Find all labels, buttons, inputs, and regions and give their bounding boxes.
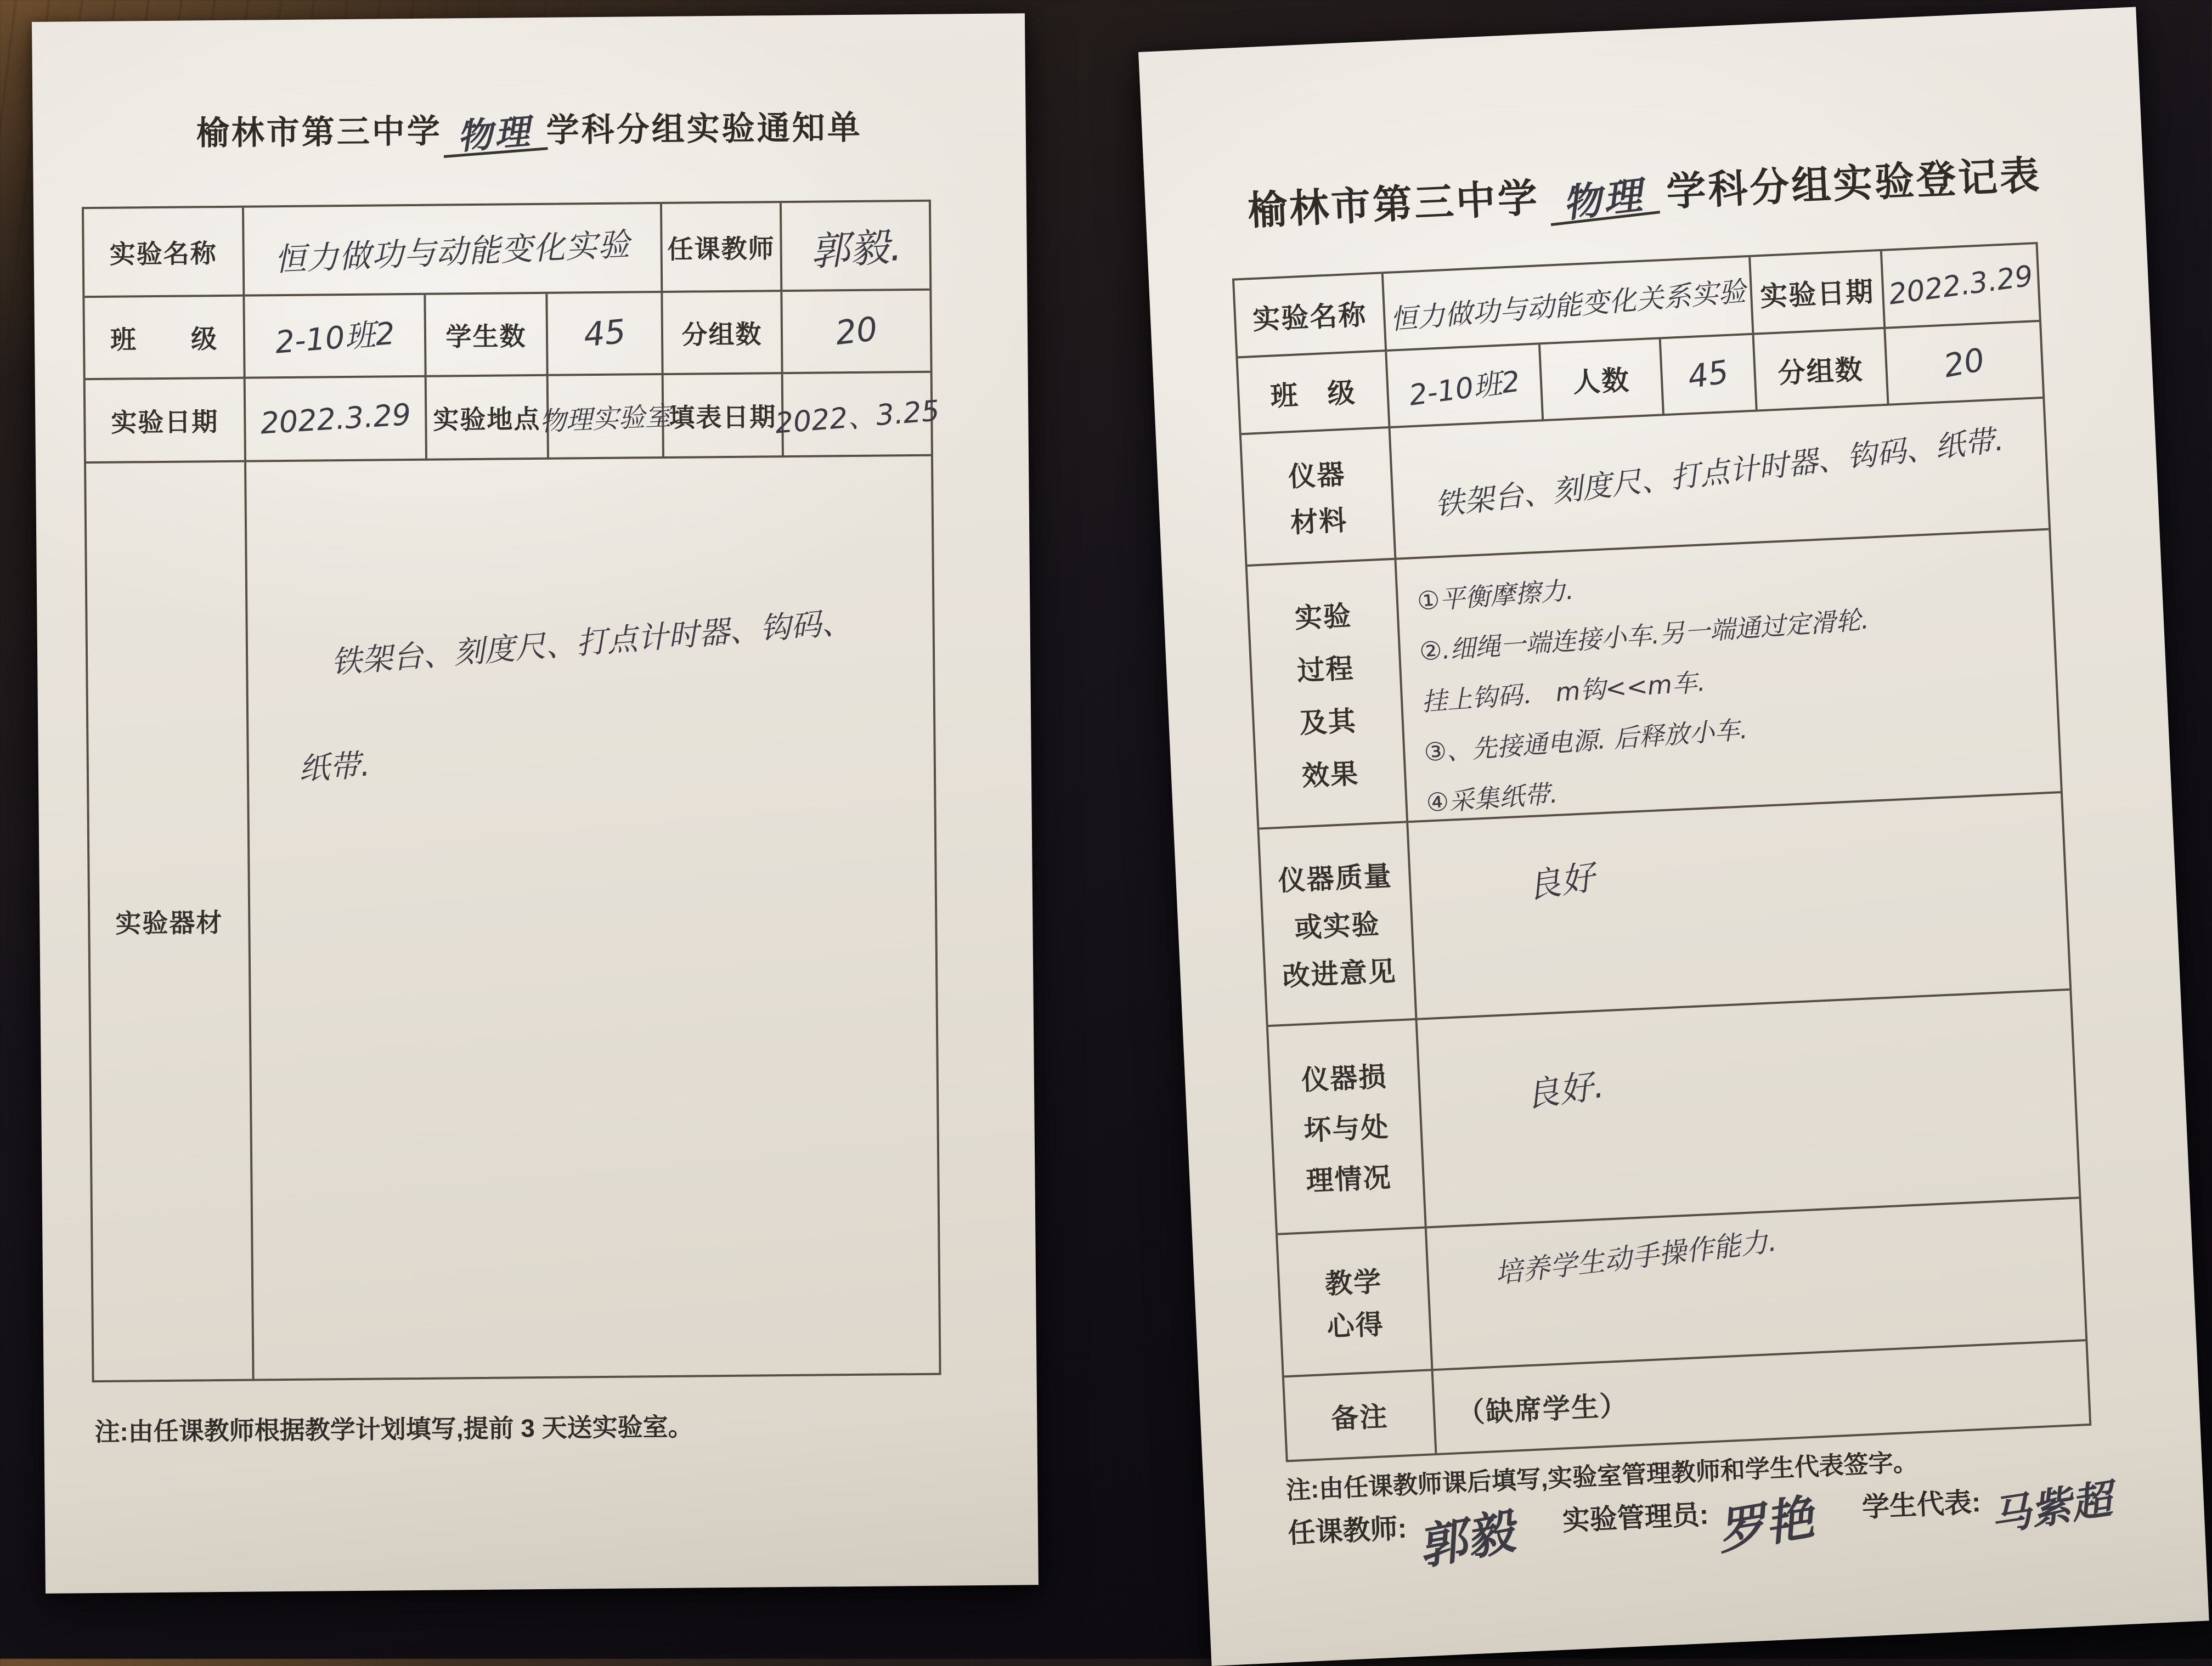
student-sign-label: 学生代表: bbox=[1861, 1487, 1982, 1523]
equipment-label-cell: 实验器材 bbox=[86, 462, 255, 1380]
r-process-step: ②.细绳一端连接小车.另一端通过定滑轮. bbox=[1418, 605, 1870, 667]
r-exp-date-handwriting: 2022.3.29 bbox=[1886, 259, 2035, 312]
r-damage-label-line: 仪器损 bbox=[1301, 1061, 1388, 1096]
equipment-handwriting-line2: 纸带. bbox=[297, 747, 371, 788]
r-damage-value-cell bbox=[1418, 991, 2079, 1229]
r-exp-name-label-cell: 实验名称 bbox=[1234, 274, 1387, 358]
r-class-value-cell bbox=[1387, 345, 1544, 428]
notification-form-table bbox=[82, 200, 941, 1382]
r-insight-label-cell bbox=[1278, 1228, 1434, 1377]
r-process-step: 挂上钩码． m钩<<m车. bbox=[1420, 667, 1707, 717]
r-exp-date-label-cell: 实验日期 bbox=[1751, 251, 1886, 335]
r-damage-label-cell bbox=[1268, 1020, 1427, 1235]
manager-sign-label: 实验管理员: bbox=[1561, 1499, 1709, 1537]
r-materials-label-cell bbox=[1242, 428, 1397, 567]
right-form-title bbox=[1144, 138, 2145, 240]
r-count-value-cell bbox=[1661, 335, 1758, 416]
r-exp-name-handwriting: 恒力做功与动能变化关系实验 bbox=[1389, 275, 1747, 336]
fill-date-label-cell: 填表日期 bbox=[664, 374, 784, 459]
location-value-cell bbox=[539, 375, 672, 460]
notification-form-sheet bbox=[32, 13, 1039, 1594]
registration-form-sheet bbox=[1138, 7, 2209, 1666]
r-quality-label-line: 仪器质量 bbox=[1277, 860, 1393, 896]
location-handwriting: 物理实验室 bbox=[539, 400, 672, 437]
location-label-cell: 实验地点 bbox=[427, 376, 549, 461]
registration-form-table bbox=[1232, 242, 2091, 1462]
groups-value-cell bbox=[782, 291, 930, 374]
r-process-label-line: 效果 bbox=[1301, 758, 1360, 792]
r-damage-label-line: 坏与处 bbox=[1303, 1111, 1390, 1147]
left-title-prefix: 榆林市第三中学 bbox=[196, 112, 443, 152]
exp-date-label-cell: 实验日期 bbox=[86, 379, 246, 464]
r-insight-label-line: 心得 bbox=[1326, 1309, 1385, 1343]
equipment-value-cell bbox=[246, 456, 939, 1379]
r-remark-label-cell: 备注 bbox=[1284, 1371, 1437, 1460]
class-label-cell: 班 级 bbox=[84, 297, 245, 381]
r-materials-label-line: 仪器 bbox=[1288, 459, 1346, 493]
r-groups-handwriting: 20 bbox=[1940, 341, 1988, 385]
right-title-suffix: 学科分组实验登记表 bbox=[1665, 153, 2042, 214]
r-damage-label-line: 理情况 bbox=[1305, 1162, 1392, 1197]
left-footnote: 注:由任课教师根据教学计划填写,提前 3 天送实验室。 bbox=[94, 1412, 693, 1447]
students-value-cell bbox=[548, 293, 663, 376]
fill-date-handwriting: 2022、3.25 bbox=[774, 394, 941, 440]
class-handwriting: 2-10班2 bbox=[273, 315, 396, 361]
r-insight-label-line: 教学 bbox=[1324, 1266, 1383, 1300]
exp-name-label-cell: 实验名称 bbox=[84, 208, 245, 298]
r-process-value-cell bbox=[1396, 530, 2061, 823]
r-insight-handwriting: 培养学生动手操作能力. bbox=[1493, 1225, 1779, 1290]
r-process-step: ①平衡摩擦力. bbox=[1416, 575, 1575, 616]
exp-name-value-cell bbox=[244, 204, 663, 297]
r-insight-value-cell bbox=[1427, 1199, 2086, 1371]
teacher-sign-handwriting: 郭毅 bbox=[1413, 1503, 1519, 1576]
r-remark-printed-value: （缺席学生） bbox=[1456, 1390, 1629, 1429]
r-quality-label-line: 改进意见 bbox=[1282, 956, 1397, 992]
r-quality-label-cell bbox=[1260, 823, 1418, 1027]
exp-date-handwriting: 2022.3.29 bbox=[259, 397, 412, 441]
left-title-subject-handwritten: 物理 bbox=[441, 115, 548, 157]
r-count-handwriting: 45 bbox=[1685, 353, 1731, 396]
r-damage-handwriting: 良好. bbox=[1522, 1065, 1606, 1115]
r-materials-handwriting: 铁架台、刻度尺、打点计时器、钩码、纸带. bbox=[1433, 422, 2006, 522]
r-process-label-line: 实验 bbox=[1294, 600, 1353, 634]
left-title-suffix: 学科分组实验通知单 bbox=[546, 109, 863, 149]
r-quality-label-line: 或实验 bbox=[1294, 908, 1381, 944]
teacher-signature: 郭毅. bbox=[809, 223, 903, 275]
groups-label-cell: 分组数 bbox=[663, 292, 783, 375]
r-groups-value-cell bbox=[1886, 322, 2042, 406]
r-count-label-cell: 人数 bbox=[1541, 339, 1664, 421]
r-groups-label-cell: 分组数 bbox=[1754, 329, 1889, 412]
teacher-label-cell: 任课教师 bbox=[662, 203, 782, 293]
right-title-subject-handwritten: 物理 bbox=[1547, 177, 1660, 227]
r-class-handwriting: 2-10班2 bbox=[1407, 364, 1522, 413]
equipment-handwriting-line1: 铁架台、刻度尺、打点计时器、钩码、 bbox=[330, 604, 854, 681]
exp-name-handwriting: 恒力做功与动能变化实验 bbox=[274, 225, 631, 279]
right-title-prefix: 榆林市第三中学 bbox=[1246, 176, 1541, 234]
r-quality-handwriting: 良好 bbox=[1524, 856, 1598, 907]
students-count-handwriting: 45 bbox=[582, 312, 628, 355]
students-label-cell: 学生数 bbox=[426, 294, 548, 377]
r-process-step: ④采集纸带. bbox=[1425, 778, 1559, 818]
r-class-label-cell: 班 级 bbox=[1238, 352, 1391, 435]
manager-sign-handwriting: 罗艳 bbox=[1713, 1488, 1818, 1561]
teacher-sign-label: 任课教师: bbox=[1287, 1512, 1408, 1549]
groups-count-handwriting: 20 bbox=[833, 309, 879, 353]
teacher-value-cell bbox=[782, 202, 929, 292]
right-footnote: 注:由任课教师课后填写,实验室管理教师和学生代表签字。 bbox=[1285, 1448, 1918, 1505]
r-process-label-line: 过程 bbox=[1296, 653, 1355, 687]
student-sign-handwriting: 马紫超 bbox=[1987, 1476, 2115, 1541]
left-form-title bbox=[32, 100, 1026, 156]
r-process-label-cell bbox=[1248, 560, 1408, 830]
r-quality-value-cell bbox=[1408, 793, 2069, 1020]
r-exp-date-value-cell bbox=[1882, 244, 2039, 329]
r-process-step: ③、先接通电源. 后释放小车. bbox=[1423, 714, 1749, 767]
exp-date-value-cell bbox=[246, 377, 427, 462]
r-materials-label-line: 材料 bbox=[1289, 505, 1348, 539]
fill-date-value-cell bbox=[774, 373, 941, 458]
r-process-label-line: 及其 bbox=[1299, 705, 1357, 739]
class-value-cell bbox=[245, 295, 426, 379]
